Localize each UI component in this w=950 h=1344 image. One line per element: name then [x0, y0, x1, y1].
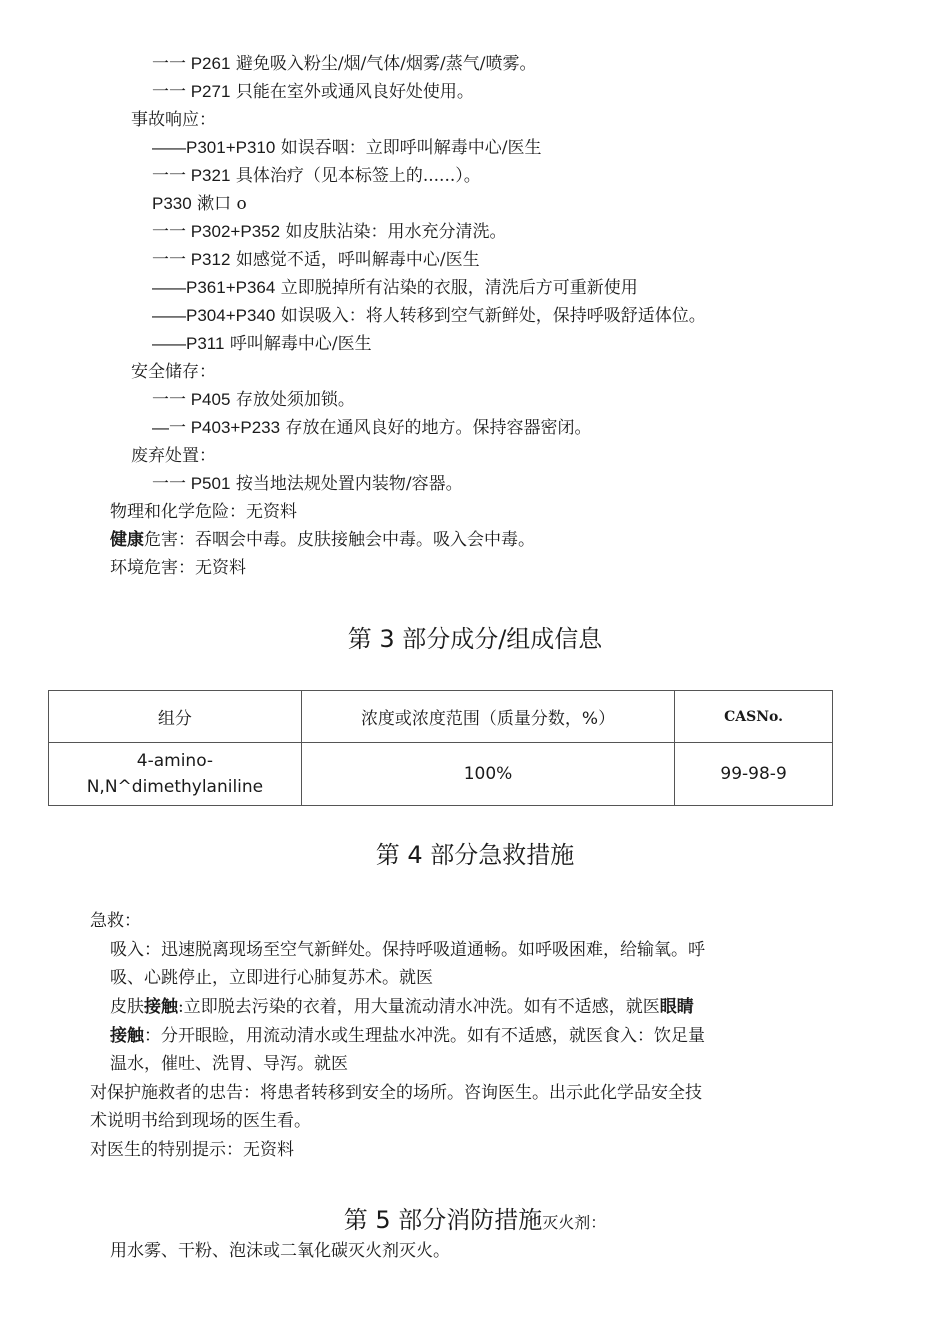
precaution-p261: 一一 P261 避免吸入粉尘/烟/气体/烟雾/蒸气/喷雾。: [152, 54, 537, 74]
section-5-title: 第 5 部分消防措施灭火剂：: [343, 1206, 607, 1234]
precaution-p405: 一一 P405 存放处须加锁。: [152, 390, 355, 410]
precaution-p311: ——P311 呼叫解毒中心/医生: [152, 334, 372, 354]
table-header-row: [49, 691, 833, 743]
column-header-cas: CASNo.: [675, 691, 833, 743]
physical-hazard: 物理和化学危险：无资料: [110, 502, 297, 522]
cas-cell: 99-98-9: [675, 743, 833, 806]
section-3-title: 第 3 部分成分/组成信息: [347, 625, 603, 653]
precaution-p403-p233: —一 P403+P233 存放在通风良好的地方。保持容器密闭。: [152, 418, 592, 438]
precaution-p301-p310: ——P301+P310 如误吞咽：立即呼叫解毒中心/医生: [152, 138, 542, 158]
precaution-p321: 一一 P321 具体治疗（见本标签上的......）。: [152, 166, 481, 186]
composition-table: [48, 690, 833, 806]
precaution-p501: 一一 P501 按当地法规处置内装物/容器。: [152, 474, 463, 494]
health-hazard: 健康危害：吞咽会中毒。皮肤接触会中毒。吸入会中毒。: [110, 530, 535, 550]
precaution-p271: 一一 P271 只能在室外或通风良好处使用。: [152, 82, 474, 102]
extinguishing-media: 用水雾、干粉、泡沫或二氧化碳灭火剂灭火。: [110, 1241, 450, 1261]
inhalation-line-1: 吸入：迅速脱离现场至空气新鲜处。保持呼吸道通畅。如呼吸困难，给输氧。呼: [110, 940, 705, 960]
storage-label: 安全储存：: [131, 362, 216, 382]
precaution-p304-p340: ——P304+P340 如误吸入：将人转移到空气新鲜处，保持呼吸舒适体位。: [152, 306, 706, 326]
response-label: 事故响应：: [131, 110, 216, 130]
table-row: [49, 743, 833, 806]
inhalation-line-2: 吸、心跳停止，立即进行心肺复苏术。就医: [110, 968, 433, 988]
column-header-component: 组分: [49, 691, 302, 743]
section-4-title: 第 4 部分急救措施: [375, 841, 575, 869]
concentration-cell: 100%: [301, 743, 674, 806]
ingestion-line: 温水，催吐、洗胃、导泻。就医: [110, 1054, 348, 1074]
first-aid-label: 急救：: [90, 911, 141, 931]
precaution-p302-p352: 一一 P302+P352 如皮肤沾染：用水充分清洗。: [152, 222, 507, 242]
eye-contact-line: 接触：分开眼睑，用流动清水或生理盐水冲洗。如有不适感，就医食入：饮足量: [110, 1026, 705, 1046]
precaution-p312: 一一 P312 如感觉不适，呼叫解毒中心/医生: [152, 250, 480, 270]
column-header-concentration: 浓度或浓度范围（质量分数，%）: [301, 691, 674, 743]
disposal-label: 废弃处置：: [131, 446, 216, 466]
doctor-note: 对医生的特别提示：无资料: [90, 1140, 294, 1160]
rescuer-advice-line-1: 对保护施救者的忠告：将患者转移到安全的场所。咨询医生。出示此化学品安全技: [90, 1083, 702, 1103]
skin-contact-line: 皮肤接触:立即脱去污染的衣着，用大量流动清水冲洗。如有不适感，就医眼睛: [110, 997, 694, 1017]
precaution-p361-p364: ——P361+P364 立即脱掉所有沾染的衣服，清洗后方可重新使用: [152, 278, 638, 298]
precaution-p330: P330 漱口 o: [152, 194, 247, 214]
environment-hazard: 环境危害：无资料: [110, 558, 246, 578]
component-cell: 4-amino- N,N^dimethylaniline: [49, 743, 302, 806]
rescuer-advice-line-2: 术说明书给到现场的医生看。: [90, 1111, 311, 1131]
